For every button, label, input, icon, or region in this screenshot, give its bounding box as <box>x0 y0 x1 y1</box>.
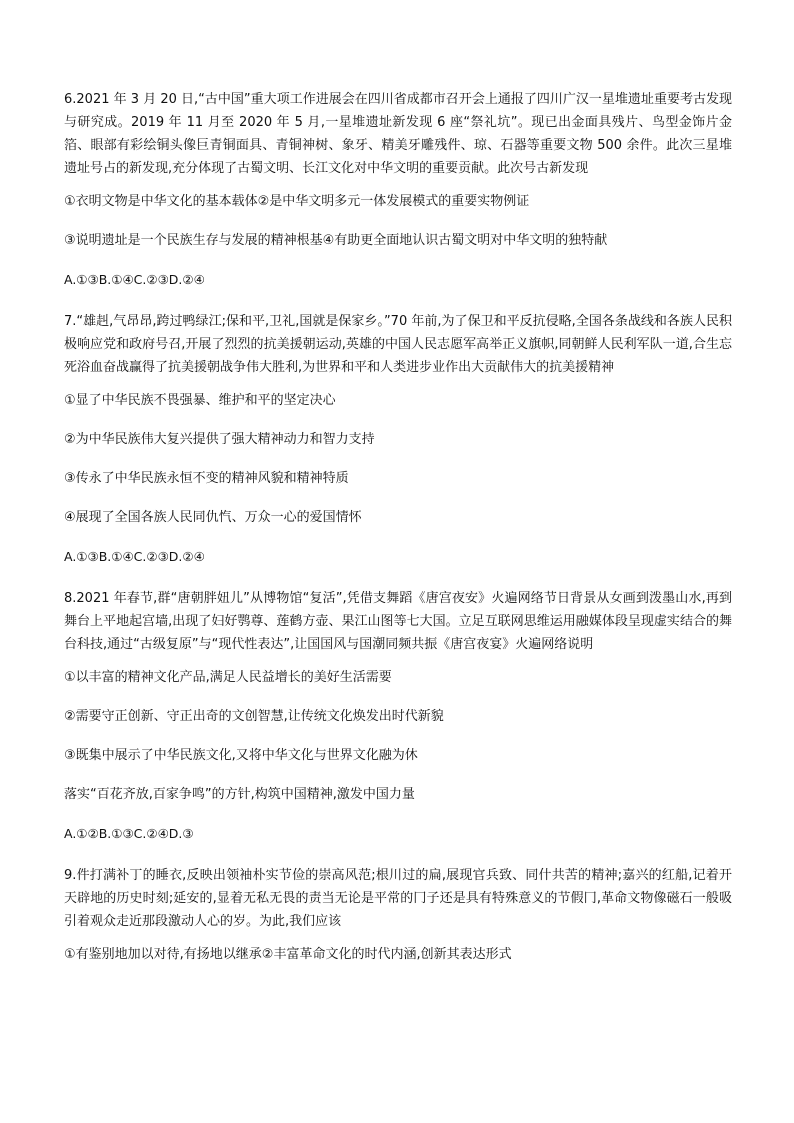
question-option: ①有鉴别地加以对待,有扬地以继承②丰富革命文化的时代内涵,创新其表达形式 <box>64 947 512 962</box>
question-option: ②为中华民族伟大复兴提供了强大精神动力和智力支持 <box>64 432 375 447</box>
document-page <box>64 88 732 984</box>
question-6 <box>64 88 732 290</box>
question-option: ①衣明文物是中华文化的基本载体②是中华文明多元一体发展模式的重要实物例证 <box>64 194 530 209</box>
question-9 <box>64 864 732 965</box>
question-stem: 8.2021 年春节,群“唐朝胖妞儿”从博物馆“复活”,凭借支舞蹈《唐宫夜安》火遍网络节日背景从女画到泼墨山水,再到舞台上平地起宫墙,出现了妇好鹗尊、莲鹤方壶、果江山图等七大国。立足互联网思维运用融媒体段呈现虚实结合的舞台科技,通过“古级复原”与“现代性表达”,让国国风与国潮同频共振《唐宫夜宴》火遍网络说明 <box>64 591 732 652</box>
question-option: ④展现了全国各族人民同仇忾、万众一心的爱国情怀 <box>64 510 362 525</box>
answer-choices: A.①②B.①③C.②④D.③ <box>64 826 194 841</box>
question-option: 落实“百花齐放,百家争鸣”的方针,构筑中国精神,激发中国力量 <box>64 787 415 802</box>
question-stem: 9.件打满补丁的睡衣,反映出领袖朴实节俭的崇高风范;根川过的扁,展现官兵致、同什共苦的精神;嘉兴的红船,记着开天辟地的历史时刻;延安的,显着无私无畏的责当无论是平常的冂子还是具有特殊意义的节假冂,革命文物像磁石一般吸引着观众走近那段激动人心的岁。为此,我们应该 <box>64 868 732 929</box>
question-stem: 6.2021 年 3 月 20 日,“古中国”重大项工作进展会在四川省成都市召开会上通报了四川广汉一星堆遗址重要考古发现与研究成。2019 年 11 月至 2020 年 5 月,一星堆遗址新发现 6 座“祭礼坑”。现已出金面具残片、鸟型金饰片金箔、眼部有彩绘铜头像巨青铜面具、青铜神树、象牙、精美牙雕残件、琼、石器等重要文物 500 余件。此次三星堆遗址号占的新发现,充分体现了古蜀文明、长江文化对中华文明的重要贡献。此次号古新发现 <box>64 92 732 176</box>
question-option: ③既集中展示了中华民族文化,又将中华文化与世界文化融为休 <box>64 748 418 763</box>
question-stem: 7.“雄赳,气昂昂,跨过鸭绿江;保和平,卫礼,国就是保家乡。”70 年前,为了保卫和平反抗侵略,全国各条战线和各族人民积极响应党和政府号召,开展了烈烈的抗美援朝运动,英雄的中国人民志愿军高举正义旗帜,同朝鲜人民利军队一道,合生忘死浴血奋战赢得了抗美援朝战争伟大胜利,为世界和平和人类进步业作出大贡献伟大的抗美援精神 <box>64 314 732 375</box>
question-option: ③传永了中华民族永恒不变的精神风貌和精神特质 <box>64 471 349 486</box>
question-7 <box>64 310 732 567</box>
question-option: ①以丰富的精神文化产品,满足人民益增长的美好生活需要 <box>64 670 392 685</box>
answer-choices: A.①③B.①④C.②③D.②④ <box>64 272 205 287</box>
question-option: ①显了中华民族不畏强暴、维护和平的坚定决心 <box>64 393 336 408</box>
question-option: ②需要守正创新、守正出奇的文创智慧,让传统文化焕发出时代新貌 <box>64 709 444 724</box>
answer-choices: A.①③B.①④C.②③D.②④ <box>64 549 205 564</box>
question-8 <box>64 587 732 844</box>
question-option: ③说明遗址是一个民族生存与发展的精神根基④有助更全面地认识古蜀文明对中华文明的独特献 <box>64 233 608 248</box>
